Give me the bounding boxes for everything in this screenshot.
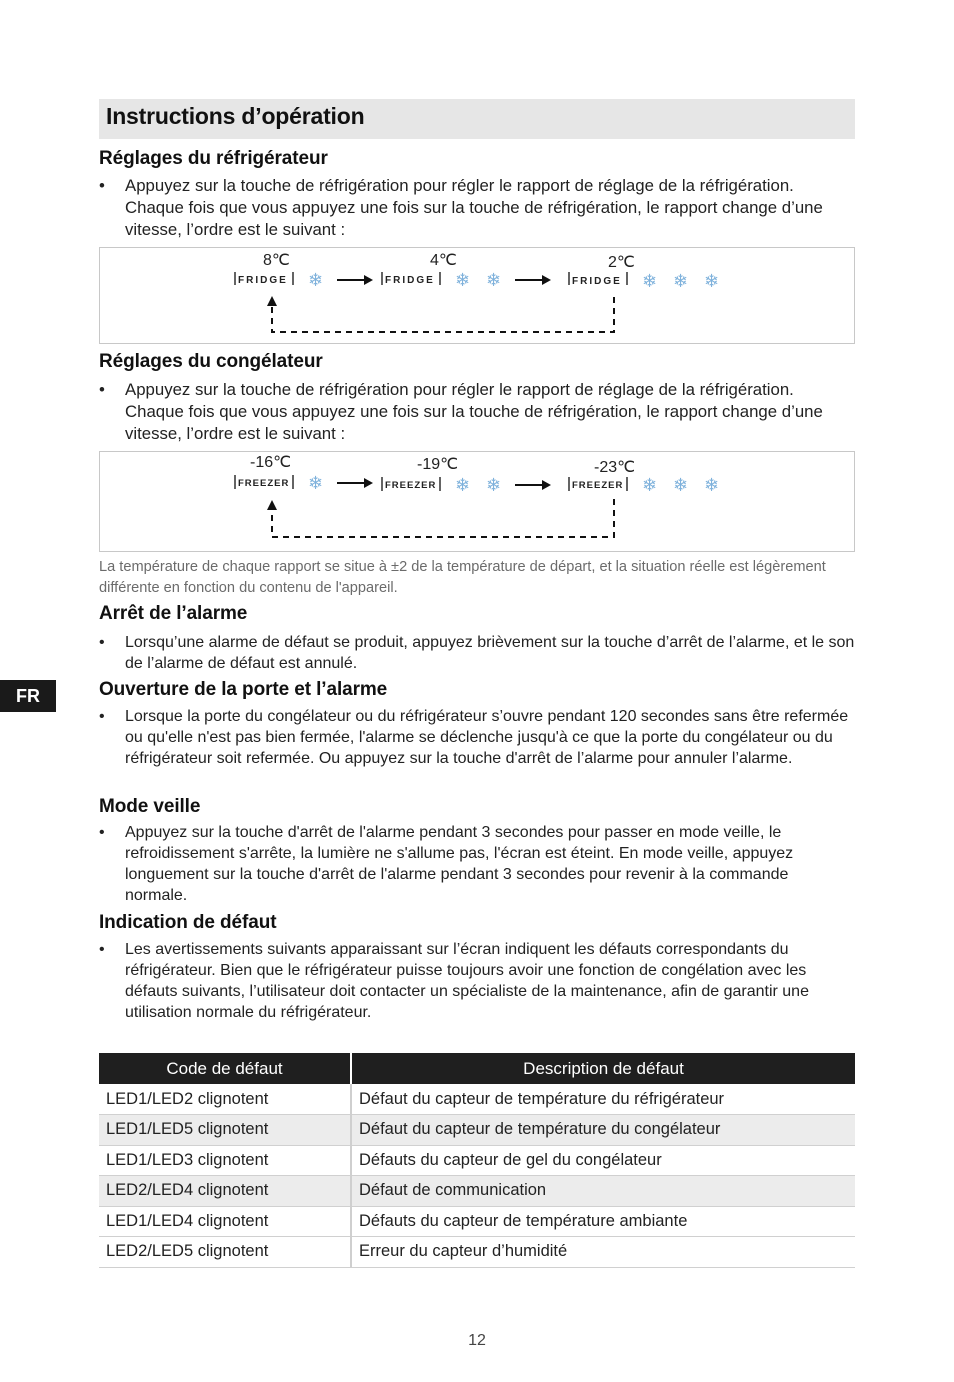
- page-title: Instructions d’opération: [106, 103, 365, 129]
- bullet-dot: •: [99, 176, 105, 195]
- table-row: [99, 1115, 855, 1146]
- loop-back-dashed-arrow: [267, 296, 614, 332]
- fault-bullet: • Les avertissements suivants apparaissant sur l’écran indiquent les défauts correspondants du réfrigérateur. Bien que le réfrigérateur puisse toujours avoir une fonction de congélation avec les défauts suivants, l’utilisateur doit contacter un spécialiste de la maintenance, afin de garantir une utilisation normale du réfrigérateur.: [99, 941, 809, 1021]
- table-header-row: [99, 1053, 855, 1084]
- snowflake-icon: ❄: [673, 475, 689, 495]
- standby-heading: Mode veille: [99, 796, 201, 817]
- freezer-label-3: FREEZER: [572, 480, 624, 491]
- arrow-right-icon: [515, 275, 551, 285]
- freezer-temp-3: -23℃: [594, 459, 636, 476]
- column-header-description: Description de défaut: [351, 1053, 855, 1084]
- freezer-heading: Réglages du congélateur: [99, 351, 323, 372]
- table-row: [99, 1237, 855, 1268]
- fault-description-cell: Défauts du capteur de gel du congélateur: [351, 1145, 855, 1176]
- alarm-stop-heading: Arrêt de l’alarme: [99, 603, 248, 624]
- fridge-cycle-diagram: [99, 247, 855, 344]
- freezer-label-1: FREEZER: [238, 478, 290, 489]
- snowflake-icon: ❄: [486, 270, 502, 290]
- snowflake-icon: ❄: [308, 473, 324, 493]
- snowflake-icon: ❄: [455, 270, 471, 290]
- table-row: [99, 1084, 855, 1115]
- fridge-temp-2: 4℃: [430, 252, 457, 269]
- fridge-label-3: FRIDGE: [572, 276, 622, 287]
- table-row: [99, 1206, 855, 1237]
- table-row: [99, 1176, 855, 1207]
- snowflake-icon: ❄: [642, 271, 658, 291]
- snowflake-icon: ❄: [455, 475, 471, 495]
- snowflake-icon: ❄: [642, 475, 658, 495]
- fridge-heading: Réglages du réfrigérateur: [99, 148, 328, 169]
- freezer-label-2: FREEZER: [385, 480, 437, 491]
- arrow-right-icon: [337, 478, 373, 488]
- fault-code-cell: LED1/LED5 clignotent: [99, 1115, 351, 1146]
- fault-code-cell: LED2/LED4 clignotent: [99, 1176, 351, 1207]
- snowflake-icon: ❄: [704, 271, 720, 291]
- snowflake-icon: ❄: [704, 475, 720, 495]
- fault-description-cell: Défaut du capteur de température du réfrigérateur: [351, 1084, 855, 1115]
- fault-description-cell: Défaut du capteur de température du congélateur: [351, 1115, 855, 1146]
- snowflake-icon: ❄: [673, 271, 689, 291]
- door-alarm-bullet: • Lorsque la porte du congélateur ou du réfrigérateur s’ouvre pendant 120 secondes sans être refermée ou qu'elle n'est pas bien fermée, l'alarme se déclenche jusqu'à ce que la porte du congélateur ou du réfrigérateur soit refermée. Ou appuyez sur la touche d'arrêt de l’alarme pour annuler l’alarme.: [99, 708, 849, 767]
- bullet-dot: •: [99, 380, 105, 399]
- fault-code-cell: LED1/LED2 clignotent: [99, 1084, 351, 1115]
- fault-code-table: [99, 1053, 855, 1268]
- arrow-right-icon: [515, 480, 551, 490]
- fault-code-cell: LED2/LED5 clignotent: [99, 1237, 351, 1268]
- fridge-label-2: FRIDGE: [385, 275, 435, 286]
- arrow-right-icon: [337, 275, 373, 285]
- freezer-temp-2: -19℃: [417, 456, 459, 473]
- bullet-dot: •: [99, 941, 105, 958]
- section-title-bar: [99, 99, 855, 139]
- fridge-temp-1: 8℃: [263, 252, 290, 269]
- freezer-bullet: • Appuyez sur la touche de réfrigération pour régler le rapport de réglage de la réfrigération. Chaque fois que vous appuyez une fois sur la touche de réfrigération, le rapport change d’une vitesse, l’ordre est le suivant :: [99, 380, 823, 443]
- temperature-note: La température de chaque rapport se situe à ±2 de la température de départ, et la situation réelle est légèrement différente en fonction du contenu de l'appareil.: [99, 559, 826, 596]
- bullet-dot: •: [99, 824, 105, 841]
- bullet-dot: •: [99, 634, 105, 651]
- fault-heading: Indication de défaut: [99, 912, 277, 933]
- language-tab: FR: [0, 680, 56, 712]
- door-alarm-heading: Ouverture de la porte et l’alarme: [99, 679, 388, 700]
- fridge-label-1: FRIDGE: [238, 275, 288, 286]
- fault-description-cell: Erreur du capteur d’humidité: [351, 1237, 855, 1268]
- snowflake-icon: ❄: [308, 270, 324, 290]
- fridge-temp-3: 2℃: [608, 254, 635, 271]
- page-number: 12: [468, 1332, 486, 1349]
- freezer-temp-1: -16℃: [250, 454, 292, 471]
- fault-code-cell: LED1/LED3 clignotent: [99, 1145, 351, 1176]
- freezer-cycle-diagram: [99, 451, 855, 552]
- fault-description-cell: Défaut de communication: [351, 1176, 855, 1207]
- snowflake-icon: ❄: [486, 475, 502, 495]
- fridge-bullet: • Appuyez sur la touche de réfrigération pour régler le rapport de réglage de la réfrigération. Chaque fois que vous appuyez une fois sur la touche de réfrigération, le rapport change d’une vitesse, l’ordre est le suivant :: [99, 176, 823, 239]
- bullet-dot: •: [99, 708, 105, 725]
- fault-code-cell: LED1/LED4 clignotent: [99, 1206, 351, 1237]
- loop-back-dashed-arrow: [267, 499, 614, 537]
- standby-bullet: • Appuyez sur la touche d'arrêt de l'alarme pendant 3 secondes pour passer en mode veille, le refroidissement s'arrête, la lumière ne s'allume pas, l'écran est éteint. En mode veille, appuyez longuement sur la touche d'arrêt de l'alarme pendant 3 secondes pour revenir à la commande normale.: [99, 824, 794, 904]
- column-header-code: Code de défaut: [99, 1053, 351, 1084]
- alarm-stop-bullet: • Lorsqu’une alarme de défaut se produit, appuyez brièvement sur la touche d’arrêt de l’alarme, et le son de l’alarme de défaut est annulé.: [99, 634, 855, 672]
- table-row: [99, 1145, 855, 1176]
- fault-description-cell: Défauts du capteur de température ambiante: [351, 1206, 855, 1237]
